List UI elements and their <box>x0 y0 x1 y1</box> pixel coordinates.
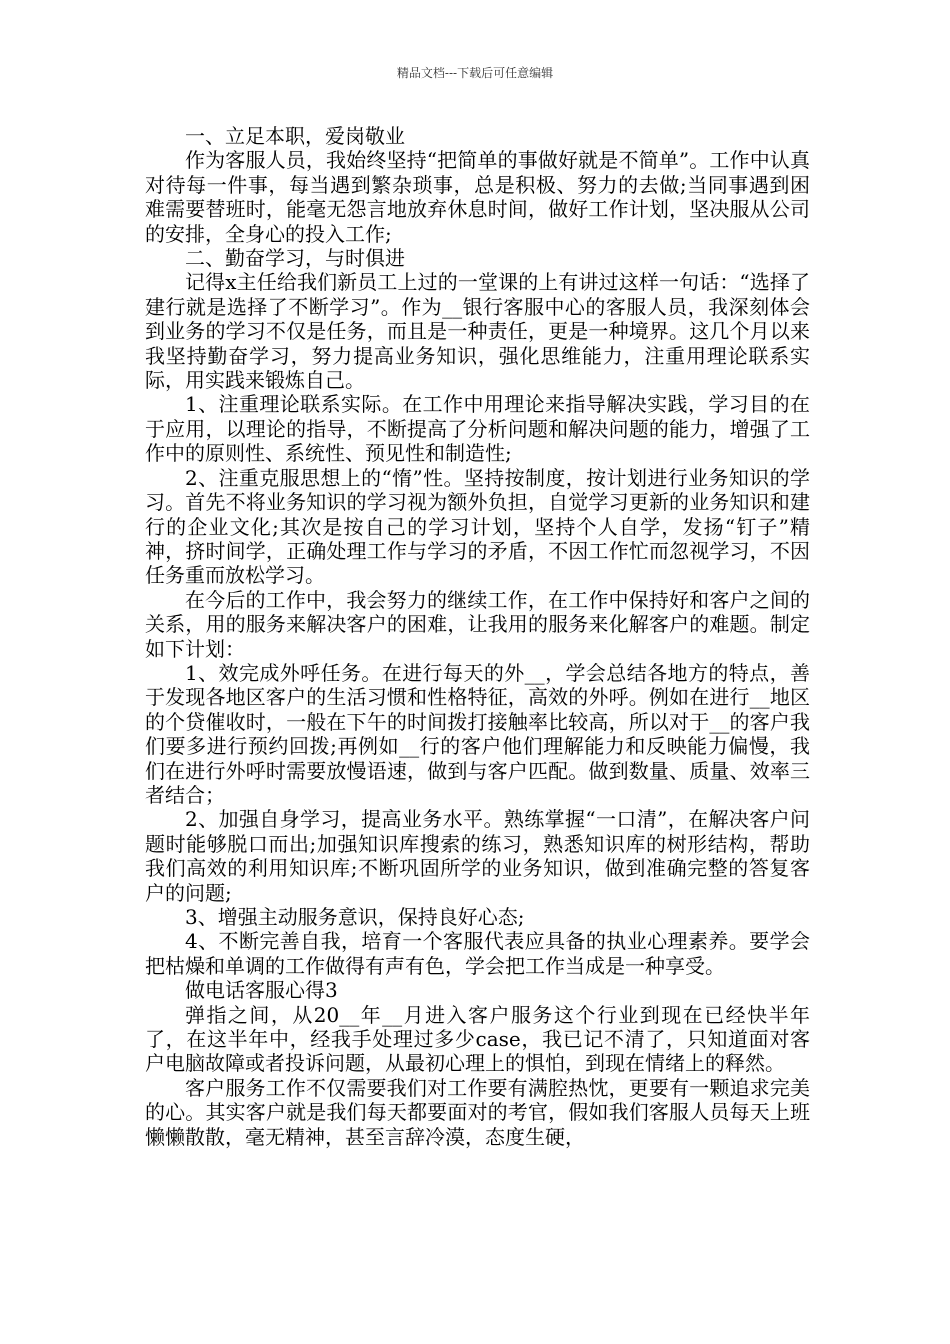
document-header: 精品文档---下载后可任意编辑 <box>396 66 554 80</box>
body-paragraph: 记得x主任给我们新员工上过的一堂课的上有讲过这样一句话：“选择了建行就是选择了不断学习”。作为__银行客服中心的客服人员，我深刻体会到业务的学习不仅是任务，而且是一种责任，更是一种境界。这几个月以来我坚持勤奋学习，努力提高业务知识，强化思维能力，注重用理论联系实际，用实践来锻炼自己。 <box>145 270 810 393</box>
body-paragraph: 4、不断完善自我，培育一个客服代表应具备的执业心理素养。要学会把枯燥和单调的工作做得有声有色，学会把工作当成是一种享受。 <box>145 929 810 978</box>
body-paragraph: 2、注重克服思想上的“惰”性。坚持按制度，按计划进行业务知识的学习。首先不将业务知识的学习视为额外负担，自觉学习更新的业务知识和建行的企业文化;其次是按自己的学习计划，坚持个人自学，发扬“钉子”精神，挤时间学，正确处理工作与学习的矛盾，不因工作忙而忽视学习，不因任务重而放松学习。 <box>145 465 810 588</box>
body-paragraph: 3、增强主动服务意识，保持良好心态; <box>185 905 525 929</box>
body-paragraph: 弹指之间，从20__年__月进入客户服务这个行业到现在已经快半年了，在这半年中，经我手处理过多少case，我已记不清了，只知道面对客户电脑故障或者投诉问题，从最初心理上的惧怕，到现在情绪上的释然。 <box>145 1002 810 1076</box>
body-paragraph: 作为客服人员，我始终坚持“把简单的事做好就是不简单”。工作中认真对待每一件事，每当遇到繁杂琐事，总是积极、努力的去做;当同事遇到困难需要替班时，能毫无怨言地放弃休息时间，做好工作计划，坚决服从公司的安排，全身心的投入工作; <box>145 148 810 246</box>
section-heading: 一、立足本职，爱岗敬业 <box>185 124 405 148</box>
body-paragraph: 2、加强自身学习，提高业务水平。熟练掌握“一口清”，在解决客户问题时能够脱口而出;加强知识库搜索的练习，熟悉知识库的树形结构，帮助我们高效的利用知识库;不断巩固所学的业务知识，做到准确完整的答复客户的问题; <box>145 807 810 905</box>
body-paragraph: 1、效完成外呼任务。在进行每天的外__，学会总结各地方的特点，善于发现各地区客户的生活习惯和性格特征，高效的外呼。例如在进行__地区的个贷催收时，一般在下午的时间拨打接触率比较高，所以对于__的客户我们要多进行预约回拨;再例如__行的客户他们理解能力和反映能力偏慢，我们在进行外呼时需要放慢语速，做到与客户匹配。做到数量、质量、效率三者结合； <box>145 660 810 807</box>
body-paragraph: 在今后的工作中，我会努力的继续工作，在工作中保持好和客户之间的关系，用的服务来解决客户的困难，让我用的服务来化解客户的难题。制定如下计划： <box>145 587 810 661</box>
section-heading: 做电话客服心得3 <box>185 978 338 1003</box>
body-paragraph: 1、注重理论联系实际。在工作中用理论来指导解决实践，学习目的在于应用，以理论的指导，不断提高了分析问题和解决问题的能力，增强了工作中的原则性、系统性、预见性和制造性; <box>145 392 810 466</box>
section-heading: 二、勤奋学习，与时俱进 <box>185 246 405 271</box>
body-paragraph: 客户服务工作不仅需要我们对工作要有满腔热忱，更要有一颗追求完美的心。其实客户就是我们每天都要面对的考官，假如我们客服人员每天上班懒懒散散，毫无精神，甚至言辞冷漠，态度生硬， <box>145 1075 810 1149</box>
document-body <box>145 124 810 1149</box>
